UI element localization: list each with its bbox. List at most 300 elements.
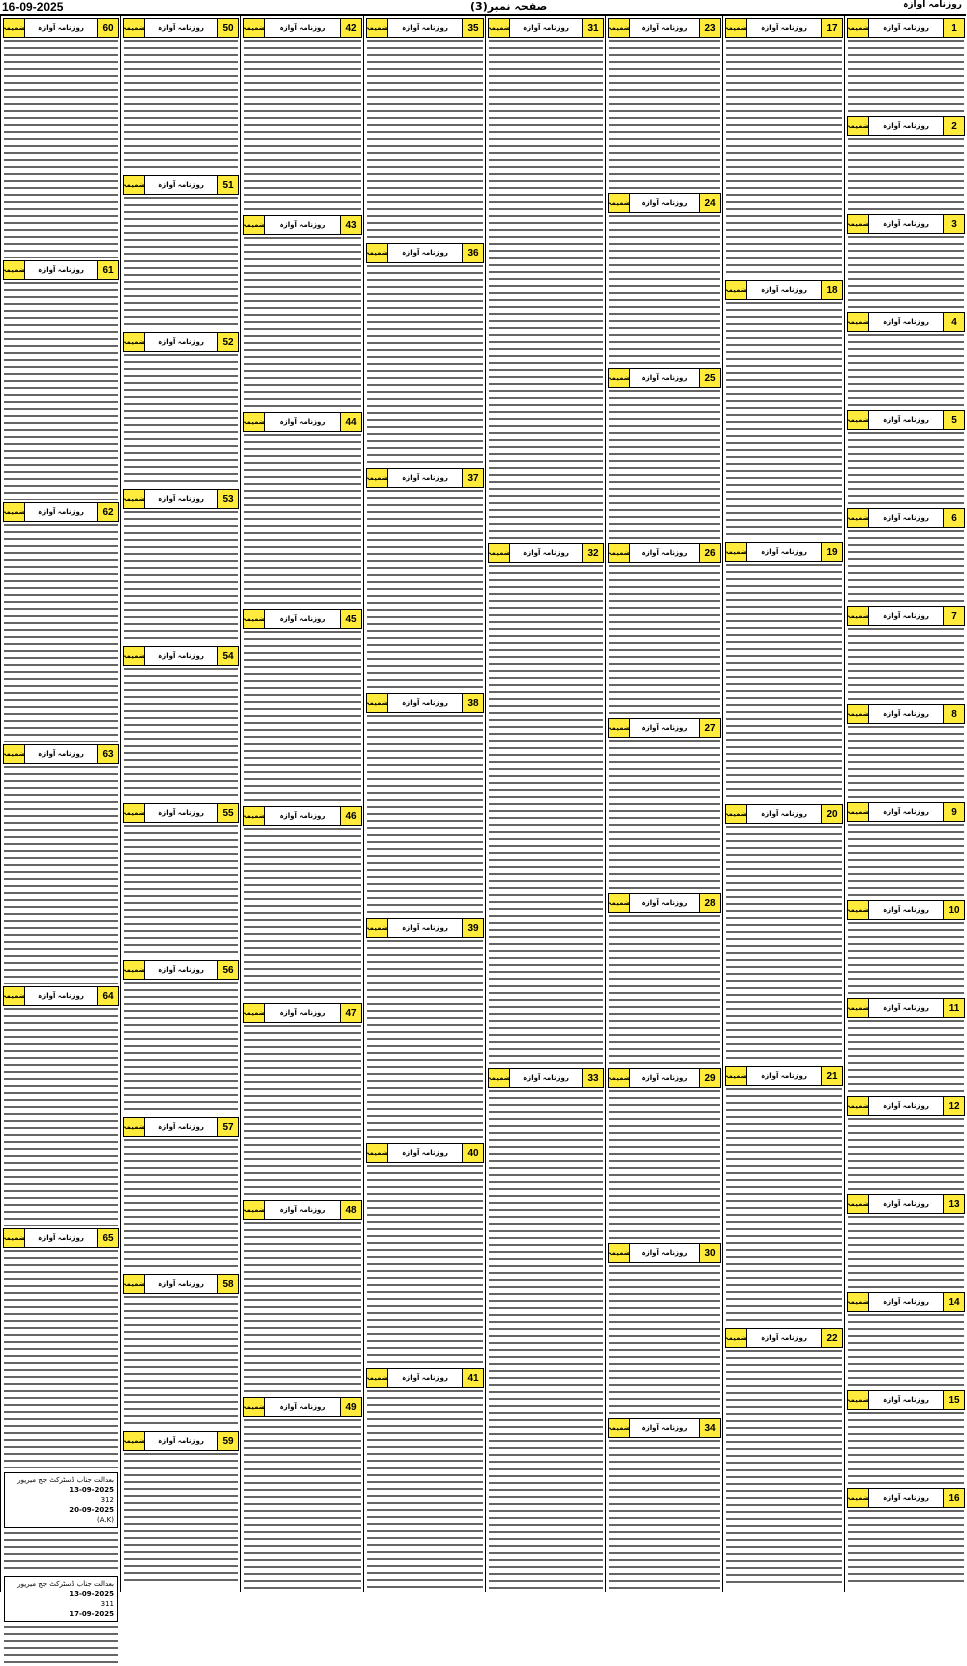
supplement-tag: ضمیمہ bbox=[244, 216, 265, 234]
court-notice-heading: بعدالت جناب ڈسٹرکٹ جج میرپور bbox=[17, 1580, 114, 1588]
supplement-tag: ضمیمہ bbox=[244, 1398, 265, 1416]
ad-header-box bbox=[123, 803, 239, 823]
ad-body-text bbox=[726, 564, 842, 802]
ad-box-title: روزنامہ آوازہ bbox=[883, 416, 929, 424]
ad-box-title: روزنامہ آوازہ bbox=[402, 1149, 448, 1157]
ad-body-text bbox=[848, 1412, 964, 1486]
ad-number: 60 bbox=[97, 19, 118, 37]
ad-number: 25 bbox=[699, 369, 720, 387]
ad-number: 64 bbox=[97, 987, 118, 1005]
court-notice-body bbox=[4, 1532, 118, 1572]
ad-box-title: روزنامہ آوازہ bbox=[641, 724, 688, 732]
supplement-tag: ضمیمہ bbox=[4, 19, 25, 37]
court-notice-date: 17-09-2025 bbox=[69, 1610, 114, 1618]
ad-header-box bbox=[608, 368, 721, 388]
ad-body-text bbox=[367, 490, 483, 691]
ad-header-box bbox=[366, 918, 484, 938]
ad-box-title: روزنامہ آوازہ bbox=[641, 899, 688, 907]
ad-box-title: روزنامہ آوازہ bbox=[641, 374, 688, 382]
ad-header-box bbox=[847, 1292, 965, 1312]
ad-header-box bbox=[847, 18, 965, 38]
ad-number: 34 bbox=[699, 1419, 720, 1437]
ad-number: 37 bbox=[462, 469, 483, 487]
ad-box-title: روزنامہ آوازہ bbox=[279, 812, 326, 820]
ad-number: 29 bbox=[699, 1069, 720, 1087]
ad-column bbox=[844, 16, 967, 1592]
ad-body-text bbox=[367, 40, 483, 241]
ad-header-box bbox=[488, 18, 604, 38]
ad-body-text bbox=[609, 1440, 720, 1591]
ad-column bbox=[0, 16, 121, 1618]
ad-box-title: روزنامہ آوازہ bbox=[402, 699, 448, 707]
ad-header-box bbox=[847, 410, 965, 430]
court-notice bbox=[4, 1472, 118, 1528]
supplement-tag: ضمیمہ bbox=[489, 544, 510, 562]
ad-number: 55 bbox=[217, 804, 238, 822]
supplement-tag: ضمیمہ bbox=[367, 19, 388, 37]
supplement-tag: ضمیمہ bbox=[609, 544, 630, 562]
ad-number: 4 bbox=[943, 313, 964, 331]
ad-column bbox=[120, 16, 241, 1592]
ad-header-box bbox=[488, 1068, 604, 1088]
ad-body-text bbox=[367, 265, 483, 466]
ad-number: 30 bbox=[699, 1244, 720, 1262]
ad-number: 51 bbox=[217, 176, 238, 194]
ad-number: 22 bbox=[821, 1329, 842, 1347]
ad-box-title: روزنامہ آوازہ bbox=[883, 1004, 929, 1012]
ad-box-title: روزنامہ آوازہ bbox=[279, 221, 326, 229]
ad-number: 11 bbox=[943, 999, 964, 1017]
ad-body-text bbox=[726, 1088, 842, 1326]
supplement-tag: ضمیمہ bbox=[124, 647, 145, 665]
ad-box-title: روزنامہ آوازہ bbox=[883, 1298, 929, 1306]
ad-number: 33 bbox=[582, 1069, 603, 1087]
ad-number: 35 bbox=[462, 19, 483, 37]
ad-box-title: روزنامہ آوازہ bbox=[641, 1249, 688, 1257]
ad-column bbox=[363, 16, 486, 1592]
ad-header-box bbox=[243, 1003, 362, 1023]
ad-box-title: روزنامہ آوازہ bbox=[883, 1102, 929, 1110]
supplement-tag: ضمیمہ bbox=[848, 607, 869, 625]
ad-number: 44 bbox=[340, 413, 361, 431]
ad-header-box bbox=[725, 1328, 843, 1348]
ad-box-title: روزنامہ آوازہ bbox=[38, 24, 84, 32]
supplement-tag: ضمیمہ bbox=[726, 19, 747, 37]
supplement-tag: ضمیمہ bbox=[848, 999, 869, 1017]
supplement-tag: ضمیمہ bbox=[848, 19, 869, 37]
supplement-tag: ضمیمہ bbox=[124, 961, 145, 979]
supplement-tag: ضمیمہ bbox=[848, 1195, 869, 1213]
ad-header-box bbox=[725, 542, 843, 562]
supplement-tag: ضمیمہ bbox=[726, 1067, 747, 1085]
ad-body-text bbox=[848, 1216, 964, 1290]
supplement-tag: ضمیمہ bbox=[124, 1275, 145, 1293]
ad-body-text bbox=[609, 565, 720, 716]
supplement-tag: ضمیمہ bbox=[726, 281, 747, 299]
ad-box-title: روزنامہ آوازہ bbox=[761, 286, 807, 294]
ad-body-text bbox=[848, 236, 964, 310]
ad-body-text bbox=[244, 237, 361, 410]
supplement-tag: ضمیمہ bbox=[124, 333, 145, 351]
court-notice-heading: بعدالت جناب ڈسٹرکٹ جج میرپور bbox=[17, 1476, 114, 1484]
ad-body-text bbox=[124, 197, 238, 330]
ad-box-title: روزنامہ آوازہ bbox=[883, 1494, 929, 1502]
ad-column bbox=[240, 16, 364, 1592]
ad-box-title: روزنامہ آوازہ bbox=[883, 710, 929, 718]
ad-body-text bbox=[244, 434, 361, 607]
supplement-tag: ضمیمہ bbox=[609, 1069, 630, 1087]
ad-box-title: روزنامہ آوازہ bbox=[158, 1123, 204, 1131]
ad-box-title: روزنامہ آوازہ bbox=[38, 508, 84, 516]
ad-body-text bbox=[848, 824, 964, 898]
ad-box-title: روزنامہ آوازہ bbox=[883, 122, 929, 130]
supplement-tag: ضمیمہ bbox=[4, 1229, 25, 1247]
ad-number: 48 bbox=[340, 1201, 361, 1219]
supplement-tag: ضمیمہ bbox=[489, 19, 510, 37]
court-notice-date: 13-09-2025 bbox=[69, 1486, 114, 1494]
ad-header-box bbox=[123, 1117, 239, 1137]
ad-box-title: روزنامہ آوازہ bbox=[883, 24, 929, 32]
ad-number: 45 bbox=[340, 610, 361, 628]
supplement-tag: ضمیمہ bbox=[367, 244, 388, 262]
supplement-tag: ضمیمہ bbox=[367, 1369, 388, 1387]
supplement-tag: ضمیمہ bbox=[726, 543, 747, 561]
supplement-tag: ضمیمہ bbox=[244, 19, 265, 37]
supplement-tag: ضمیمہ bbox=[4, 503, 25, 521]
ad-box-title: روزنامہ آوازہ bbox=[279, 615, 326, 623]
ad-header-box bbox=[243, 412, 362, 432]
ad-column bbox=[605, 16, 723, 1592]
ad-box-title: روزنامہ آوازہ bbox=[279, 1403, 326, 1411]
ad-number: 56 bbox=[217, 961, 238, 979]
ad-body-text bbox=[4, 282, 118, 500]
ad-number: 5 bbox=[943, 411, 964, 429]
ad-body-text bbox=[848, 1510, 964, 1584]
supplement-tag: ضمیمہ bbox=[848, 1097, 869, 1115]
ad-header-box bbox=[3, 260, 119, 280]
supplement-tag: ضمیمہ bbox=[244, 413, 265, 431]
ad-box-title: روزنامہ آوازہ bbox=[761, 1334, 807, 1342]
ad-body-text bbox=[124, 668, 238, 801]
ad-body-text bbox=[726, 1350, 842, 1588]
supplement-tag: ضمیمہ bbox=[848, 901, 869, 919]
supplement-tag: ضمیمہ bbox=[848, 509, 869, 527]
ad-number: 26 bbox=[699, 544, 720, 562]
ad-header-box bbox=[123, 960, 239, 980]
ad-box-title: روزنامہ آوازہ bbox=[761, 810, 807, 818]
supplement-tag: ضمیمہ bbox=[489, 1069, 510, 1087]
ad-header-box bbox=[123, 332, 239, 352]
ad-box-title: روزنامہ آوازہ bbox=[641, 1074, 688, 1082]
ad-body-text bbox=[4, 524, 118, 742]
ad-number: 39 bbox=[462, 919, 483, 937]
ad-box-title: روزنامہ آوازہ bbox=[883, 1200, 929, 1208]
ad-body-text bbox=[848, 530, 964, 604]
supplement-tag: ضمیمہ bbox=[609, 894, 630, 912]
ad-number: 65 bbox=[97, 1229, 118, 1247]
ad-number: 49 bbox=[340, 1398, 361, 1416]
supplement-tag: ضمیمہ bbox=[367, 1144, 388, 1162]
ad-box-title: روزنامہ آوازہ bbox=[523, 24, 569, 32]
court-notice-case: 312 bbox=[100, 1496, 114, 1504]
ad-header-box bbox=[847, 998, 965, 1018]
supplement-tag: ضمیمہ bbox=[244, 1004, 265, 1022]
ad-header-box bbox=[725, 280, 843, 300]
ad-box-title: روزنامہ آوازہ bbox=[641, 24, 688, 32]
supplement-tag: ضمیمہ bbox=[848, 803, 869, 821]
supplement-tag: ضمیمہ bbox=[848, 215, 869, 233]
ad-box-title: روزنامہ آوازہ bbox=[279, 418, 326, 426]
supplement-tag: ضمیمہ bbox=[848, 705, 869, 723]
ad-box-title: روزنامہ آوازہ bbox=[402, 924, 448, 932]
ad-body-text bbox=[124, 982, 238, 1115]
supplement-tag: ضمیمہ bbox=[609, 369, 630, 387]
ad-header-box bbox=[123, 489, 239, 509]
supplement-tag: ضمیمہ bbox=[124, 804, 145, 822]
ad-box-title: روزنامہ آوازہ bbox=[523, 549, 569, 557]
supplement-tag: ضمیمہ bbox=[609, 719, 630, 737]
ad-box-title: روزنامہ آوازہ bbox=[38, 266, 84, 274]
ad-body-text bbox=[848, 40, 964, 114]
court-notice-case: 311 bbox=[100, 1600, 114, 1608]
supplement-tag: ضمیمہ bbox=[124, 19, 145, 37]
ad-header-box bbox=[608, 18, 721, 38]
ad-number: 16 bbox=[943, 1489, 964, 1507]
ad-box-title: روزنامہ آوازہ bbox=[158, 181, 204, 189]
ad-body-text bbox=[848, 1020, 964, 1094]
supplement-tag: ضمیمہ bbox=[726, 1329, 747, 1347]
ad-body-text bbox=[609, 1090, 720, 1241]
supplement-tag: ضمیمہ bbox=[609, 194, 630, 212]
ad-body-text bbox=[124, 1296, 238, 1429]
ad-box-title: روزنامہ آوازہ bbox=[38, 1234, 84, 1242]
supplement-tag: ضمیمہ bbox=[244, 807, 265, 825]
supplement-tag: ضمیمہ bbox=[244, 610, 265, 628]
ad-body-text bbox=[848, 138, 964, 212]
page-number: صفحہ نمبر(3) bbox=[470, 0, 548, 13]
ad-number: 61 bbox=[97, 261, 118, 279]
ad-box-title: روزنامہ آوازہ bbox=[883, 808, 929, 816]
ad-body-text bbox=[124, 40, 238, 173]
supplement-tag: ضمیمہ bbox=[4, 745, 25, 763]
ad-body-text bbox=[609, 40, 720, 191]
ad-number: 50 bbox=[217, 19, 238, 37]
ad-number: 2 bbox=[943, 117, 964, 135]
ad-box-title: روزنامہ آوازہ bbox=[523, 1074, 569, 1082]
ad-body-text bbox=[848, 1118, 964, 1192]
ad-body-text bbox=[244, 40, 361, 213]
ad-body-text bbox=[609, 215, 720, 366]
ad-number: 62 bbox=[97, 503, 118, 521]
ad-box-title: روزنامہ آوازہ bbox=[641, 549, 688, 557]
ad-body-text bbox=[244, 828, 361, 1001]
ad-number: 58 bbox=[217, 1275, 238, 1293]
ad-body-text bbox=[4, 1008, 118, 1226]
supplement-tag: ضمیمہ bbox=[367, 694, 388, 712]
ad-box-title: روزنامہ آوازہ bbox=[883, 906, 929, 914]
ad-number: 23 bbox=[699, 19, 720, 37]
court-notice bbox=[4, 1576, 118, 1622]
ad-box-title: روزنامہ آوازہ bbox=[279, 24, 326, 32]
supplement-tag: ضمیمہ bbox=[848, 1489, 869, 1507]
ad-header-box bbox=[243, 1200, 362, 1220]
ad-header-box bbox=[847, 1390, 965, 1410]
ad-box-title: روزنامہ آوازہ bbox=[641, 199, 688, 207]
ad-body-text bbox=[609, 915, 720, 1066]
ad-header-box bbox=[847, 1194, 965, 1214]
ad-header-box bbox=[847, 900, 965, 920]
ad-number: 21 bbox=[821, 1067, 842, 1085]
ad-number: 32 bbox=[582, 544, 603, 562]
ad-body-text bbox=[489, 565, 603, 1066]
ad-box-title: روزنامہ آوازہ bbox=[761, 24, 807, 32]
court-notice-body bbox=[4, 1626, 118, 1666]
ad-header-box bbox=[3, 502, 119, 522]
supplement-tag: ضمیمہ bbox=[848, 1293, 869, 1311]
ad-body-text bbox=[848, 334, 964, 408]
ad-body-text bbox=[609, 1265, 720, 1416]
ad-header-box bbox=[488, 543, 604, 563]
supplement-tag: ضمیمہ bbox=[244, 1201, 265, 1219]
supplement-tag: ضمیمہ bbox=[609, 1244, 630, 1262]
ad-header-box bbox=[123, 18, 239, 38]
ad-header-box bbox=[847, 312, 965, 332]
ad-number: 18 bbox=[821, 281, 842, 299]
ad-number: 6 bbox=[943, 509, 964, 527]
ad-number: 43 bbox=[340, 216, 361, 234]
issue-date: 16-09-2025 bbox=[2, 0, 64, 14]
ad-number: 57 bbox=[217, 1118, 238, 1136]
ad-header-box bbox=[608, 893, 721, 913]
ad-body-text bbox=[367, 940, 483, 1141]
ad-header-box bbox=[243, 806, 362, 826]
ad-number: 38 bbox=[462, 694, 483, 712]
ad-header-box bbox=[608, 718, 721, 738]
masthead: روزنامہ آوازہ bbox=[903, 0, 962, 10]
ad-header-box bbox=[366, 1143, 484, 1163]
supplement-tag: ضمیمہ bbox=[124, 1118, 145, 1136]
ad-box-title: روزنامہ آوازہ bbox=[158, 338, 204, 346]
ad-body-text bbox=[848, 432, 964, 506]
ad-body-text bbox=[124, 1139, 238, 1272]
court-notice-date: 20-09-2025 bbox=[69, 1506, 114, 1514]
ad-header-box bbox=[3, 744, 119, 764]
ad-body-text bbox=[124, 1453, 238, 1586]
ad-header-box bbox=[847, 214, 965, 234]
supplement-tag: ضمیمہ bbox=[367, 469, 388, 487]
ad-number: 36 bbox=[462, 244, 483, 262]
ad-body-text bbox=[609, 390, 720, 541]
ad-body-text bbox=[4, 766, 118, 984]
ad-number: 1 bbox=[943, 19, 964, 37]
ad-header-box bbox=[366, 693, 484, 713]
ad-header-box bbox=[3, 1228, 119, 1248]
ad-number: 27 bbox=[699, 719, 720, 737]
ad-header-box bbox=[725, 1066, 843, 1086]
supplement-tag: ضمیمہ bbox=[367, 919, 388, 937]
ad-header-box bbox=[123, 646, 239, 666]
ad-header-box bbox=[123, 175, 239, 195]
ad-header-box bbox=[608, 193, 721, 213]
ad-number: 14 bbox=[943, 1293, 964, 1311]
ad-box-title: روزنامہ آوازہ bbox=[158, 809, 204, 817]
ad-header-box bbox=[847, 802, 965, 822]
ad-number: 28 bbox=[699, 894, 720, 912]
ad-number: 13 bbox=[943, 1195, 964, 1213]
ad-box-title: روزنامہ آوازہ bbox=[402, 24, 448, 32]
ad-number: 41 bbox=[462, 1369, 483, 1387]
ad-header-box bbox=[243, 1397, 362, 1417]
ad-header-box bbox=[847, 606, 965, 626]
ad-number: 40 bbox=[462, 1144, 483, 1162]
ad-body-text bbox=[124, 511, 238, 644]
supplement-tag: ضمیمہ bbox=[124, 1432, 145, 1450]
ad-box-title: روزنامہ آوازہ bbox=[158, 1437, 204, 1445]
ad-box-title: روزنامہ آوازہ bbox=[761, 1072, 807, 1080]
ad-number: 42 bbox=[340, 19, 361, 37]
ad-number: 8 bbox=[943, 705, 964, 723]
ad-body-text bbox=[489, 40, 603, 541]
ad-box-title: روزنامہ آوازہ bbox=[158, 652, 204, 660]
ad-number: 31 bbox=[582, 19, 603, 37]
ad-number: 7 bbox=[943, 607, 964, 625]
ad-body-text bbox=[726, 826, 842, 1064]
ad-header-box bbox=[847, 116, 965, 136]
ad-number: 9 bbox=[943, 803, 964, 821]
ad-body-text bbox=[489, 1090, 603, 1591]
ad-body-text bbox=[726, 302, 842, 540]
ad-header-box bbox=[847, 704, 965, 724]
court-notice-label: (A.K) bbox=[97, 1516, 114, 1524]
ad-box-title: روزنامہ آوازہ bbox=[158, 966, 204, 974]
ad-body-text bbox=[848, 628, 964, 702]
ad-number: 17 bbox=[821, 19, 842, 37]
ad-header-box bbox=[608, 1418, 721, 1438]
ad-number: 24 bbox=[699, 194, 720, 212]
supplement-tag: ضمیمہ bbox=[848, 117, 869, 135]
ad-header-box bbox=[608, 1068, 721, 1088]
ad-box-title: روزنامہ آوازہ bbox=[158, 24, 204, 32]
ad-column bbox=[722, 16, 845, 1592]
ad-column bbox=[485, 16, 606, 1592]
ad-number: 53 bbox=[217, 490, 238, 508]
supplement-tag: ضمیمہ bbox=[848, 1391, 869, 1409]
ad-box-title: روزنامہ آوازہ bbox=[641, 1424, 688, 1432]
ad-body-text bbox=[367, 1165, 483, 1366]
supplement-tag: ضمیمہ bbox=[848, 313, 869, 331]
page-header bbox=[0, 0, 966, 16]
ad-box-title: روزنامہ آوازہ bbox=[158, 1280, 204, 1288]
ad-body-text bbox=[244, 1419, 361, 1592]
ad-box-title: روزنامہ آوازہ bbox=[279, 1009, 326, 1017]
ad-header-box bbox=[243, 18, 362, 38]
ad-number: 54 bbox=[217, 647, 238, 665]
supplement-tag: ضمیمہ bbox=[124, 176, 145, 194]
ad-number: 20 bbox=[821, 805, 842, 823]
supplement-tag: ضمیمہ bbox=[726, 805, 747, 823]
ad-box-title: روزنامہ آوازہ bbox=[402, 1374, 448, 1382]
ad-header-box bbox=[847, 1096, 965, 1116]
ad-header-box bbox=[725, 18, 843, 38]
ad-header-box bbox=[608, 1243, 721, 1263]
ad-body-text bbox=[4, 1250, 118, 1468]
ad-number: 59 bbox=[217, 1432, 238, 1450]
ad-box-title: روزنامہ آوازہ bbox=[402, 249, 448, 257]
court-notice-date: 13-09-2025 bbox=[69, 1590, 114, 1598]
ad-columns bbox=[0, 16, 966, 1618]
ad-body-text bbox=[244, 631, 361, 804]
ad-header-box bbox=[243, 215, 362, 235]
